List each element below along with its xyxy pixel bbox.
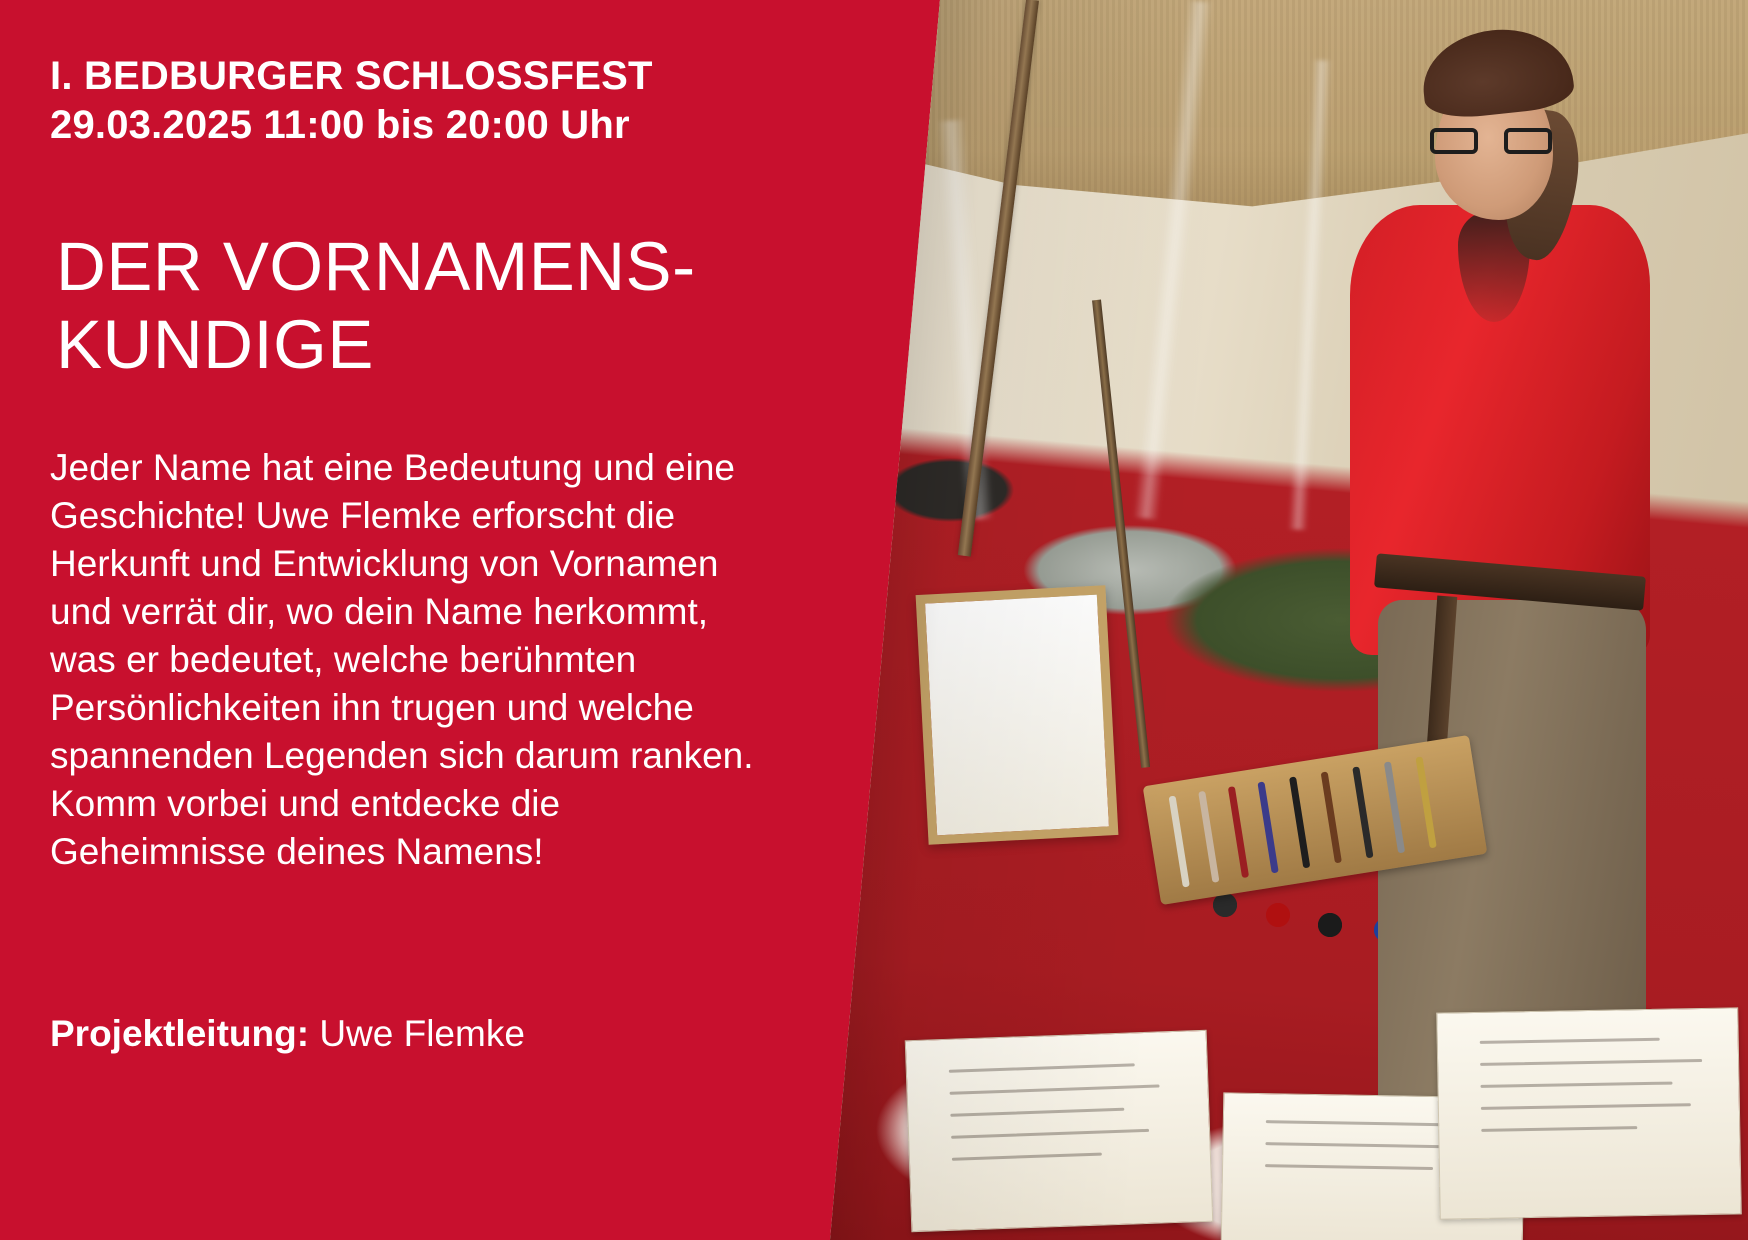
project-lead-name: Uwe Flemke — [319, 1012, 525, 1054]
display-easel — [916, 585, 1119, 845]
vendor-glasses — [1430, 128, 1552, 154]
description-text: Jeder Name hat eine Bedeutung und eine Geschichte! Uwe Flemke erforscht die Herkunft und Entwicklung von Vornamen und verrät dir, wo dein Name herkommt, was er bedeutet, welche berühmten Persönlichkeiten ihn trugen und welche spannenden Legenden sich darum ranken. Komm vorbei und entdecke die Geheimnisse deines Namens! — [50, 446, 754, 873]
headline-line-2: KUNDIGE — [56, 305, 374, 383]
text-column — [0, 0, 840, 1240]
quill-pen — [1257, 781, 1278, 873]
headline-line-1: DER VORNAMENS- — [56, 227, 696, 305]
quill-pen — [1289, 776, 1310, 868]
quill-pen — [1169, 796, 1190, 888]
quill-pen — [1415, 756, 1436, 848]
open-book — [905, 1030, 1214, 1232]
project-lead-label: Projektleitung: — [50, 1012, 310, 1054]
quill-pen — [1352, 766, 1373, 858]
quill-pen — [1321, 771, 1342, 863]
quill-pen — [1228, 786, 1249, 878]
project-lead — [50, 1010, 525, 1058]
photo-panel — [830, 0, 1748, 1240]
canvas-fold — [936, 119, 994, 520]
market-stall-photo — [830, 0, 1748, 1240]
event-name: I. BEDBURGER SCHLOSSFEST — [50, 54, 653, 98]
event-date: 29.03.2025 11:00 bis 20:00 Uhr — [50, 102, 630, 147]
page-title — [56, 228, 840, 384]
open-book — [1436, 1007, 1742, 1219]
quill-pen — [1198, 791, 1219, 883]
quill-pen — [1384, 761, 1405, 853]
